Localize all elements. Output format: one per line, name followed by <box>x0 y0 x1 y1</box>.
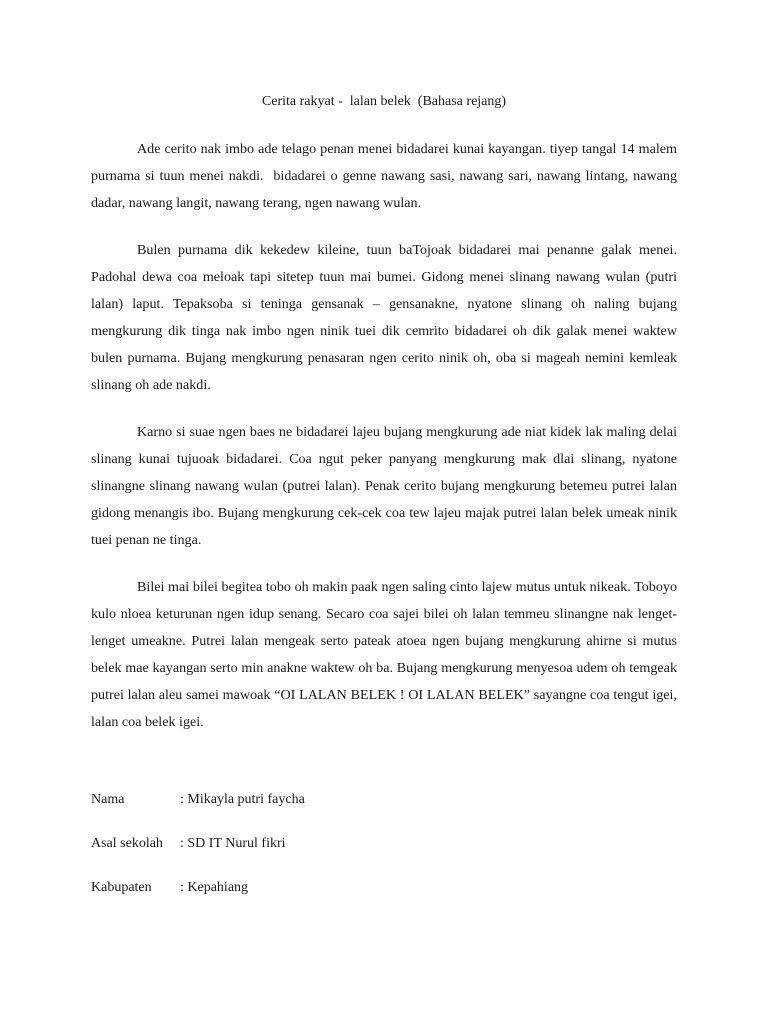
paragraph-1: Ade cerito nak imbo ade telago penan menei bidadarei kunai kayangan. tiyep tangal 14 malem purnama si tuun menei nakdi. bidadarei o genne nawang sasi, nawang sari, nawang lintang, nawang dadar, nawang langit, nawang terang, ngen nawang wulan. <box>91 141 681 211</box>
info-value-nama: : Mikayla putri faycha <box>180 792 305 807</box>
info-row-sekolah <box>91 835 491 853</box>
paragraph-3: Karno si suae ngen baes ne bidadarei lajeu bujang mengkurung ade niat kidek lak maling delai slinang kunai tujuoak bidadarei. Coa ngut peker panyang mengkurung mak dlai slinang, nyatone slinangne slinang nawang wulan (putrei lalan). Penak cerito bujang mengkurung betemeu putrei lalan gidong menangis ibo. Bujang mengkurung cek-cek coa tew lajeu majak putrei lalan belek umeak ninik tuei penan ne tinga. <box>91 424 681 548</box>
info-label-kabupaten: Kabupaten <box>91 880 152 895</box>
paragraph-4: Bilei mai bilei begitea tobo oh makin paak ngen saling cinto lajew mutus untuk nikeak. Toboyo kulo nloea keturunan ngen idup senang. Secaro coa sajei bilei oh lalan temmeu slinangne nak lenget-lenget umeakne. Putrei lalan mengeak serto pateak atoea ngen bujang mengkurung ahirne si mutus belek mae kayangan serto min anakne waktew oh ba. Bujang mengkurung menyesoa udem oh temgeak putrei lalan aleu samei mawoak “OI LALAN BELEK ! OI LALAN BELEK” sayangne coa tengut igei, lalan coa belek igei. <box>91 579 681 730</box>
paragraph-2: Bulen purnama dik kekedew kileine, tuun baTojoak bidadarei mai penanne galak menei. Padohal dewa coa meloak tapi sitetep tuun mai bumei. Gidong menei slinang nawang wulan (putri lalan) laput. Tepaksoba si teninga gensanak – gensanakne, nyatone slinang oh naling bujang mengkurung dik tinga nak imbo ngen ninik tuei dik cemrito bidadarei oh dik galak menei waktew bulen purnama. Bujang mengkurung penasaran ngen cerito ninik oh, oba si mageah nemini kemleak slinang oh ade nakdi. <box>91 242 681 393</box>
story-body <box>91 136 681 756</box>
info-label-nama: Nama <box>91 792 125 807</box>
info-row-kabupaten <box>91 879 491 897</box>
info-value-sekolah: : SD IT Nurul fikri <box>180 836 286 851</box>
document-title: Cerita rakyat - lalan belek (Bahasa rejang) <box>261 94 507 109</box>
info-row-nama <box>91 791 491 809</box>
info-value-kabupaten: : Kepahiang <box>180 880 249 895</box>
info-label-sekolah: Asal sekolah <box>91 836 163 851</box>
